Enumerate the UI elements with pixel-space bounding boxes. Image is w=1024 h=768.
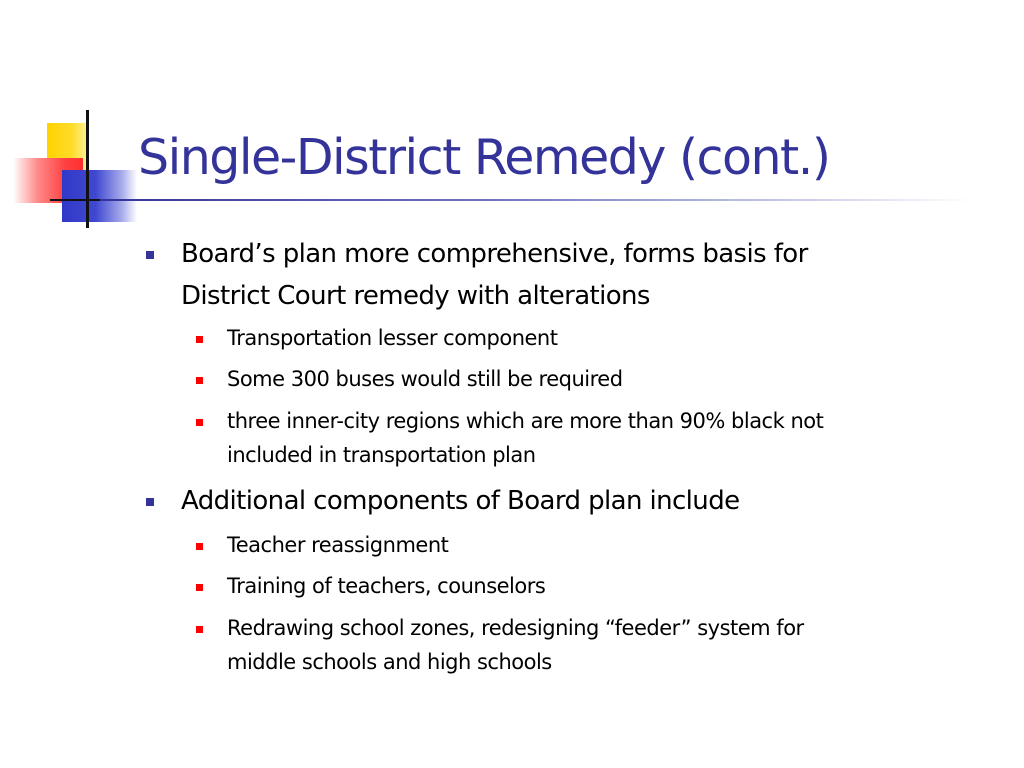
bullet-text: Board’s plan more comprehensive, forms basis for [181, 239, 808, 269]
corner-logo-graphic [0, 0, 150, 240]
slide-title: Single-District Remedy (cont.) [138, 129, 830, 186]
sub-bullet-marker-square-icon [196, 584, 203, 591]
bullet-text-continued: District Court remedy with alterations [181, 281, 650, 311]
sub-bullet-text: Transportation lesser component [227, 326, 558, 350]
sub-bullet-marker-square-icon [196, 419, 203, 426]
title-underline [100, 199, 972, 201]
sub-bullet-text-continued: middle schools and high schools [227, 650, 552, 674]
logo-vertical-line [86, 110, 89, 228]
logo-blue-square [62, 170, 137, 222]
sub-bullet-text-continued: included in transportation plan [227, 443, 536, 467]
bullet-marker-square-icon [146, 498, 154, 506]
sub-bullet-text: Redrawing school zones, redesigning “feeder” system for [227, 616, 804, 640]
sub-bullet-marker-square-icon [196, 336, 203, 343]
sub-bullet-text: Teacher reassignment [227, 533, 449, 557]
bullet-text: Additional components of Board plan include [181, 486, 740, 516]
sub-bullet-text: Training of teachers, counselors [227, 574, 546, 598]
bullet-marker-square-icon [146, 251, 154, 259]
sub-bullet-text: three inner-city regions which are more than 90% black not [227, 409, 824, 433]
sub-bullet-text: Some 300 buses would still be required [227, 367, 623, 391]
sub-bullet-marker-square-icon [196, 626, 203, 633]
sub-bullet-marker-square-icon [196, 377, 203, 384]
sub-bullet-marker-square-icon [196, 543, 203, 550]
